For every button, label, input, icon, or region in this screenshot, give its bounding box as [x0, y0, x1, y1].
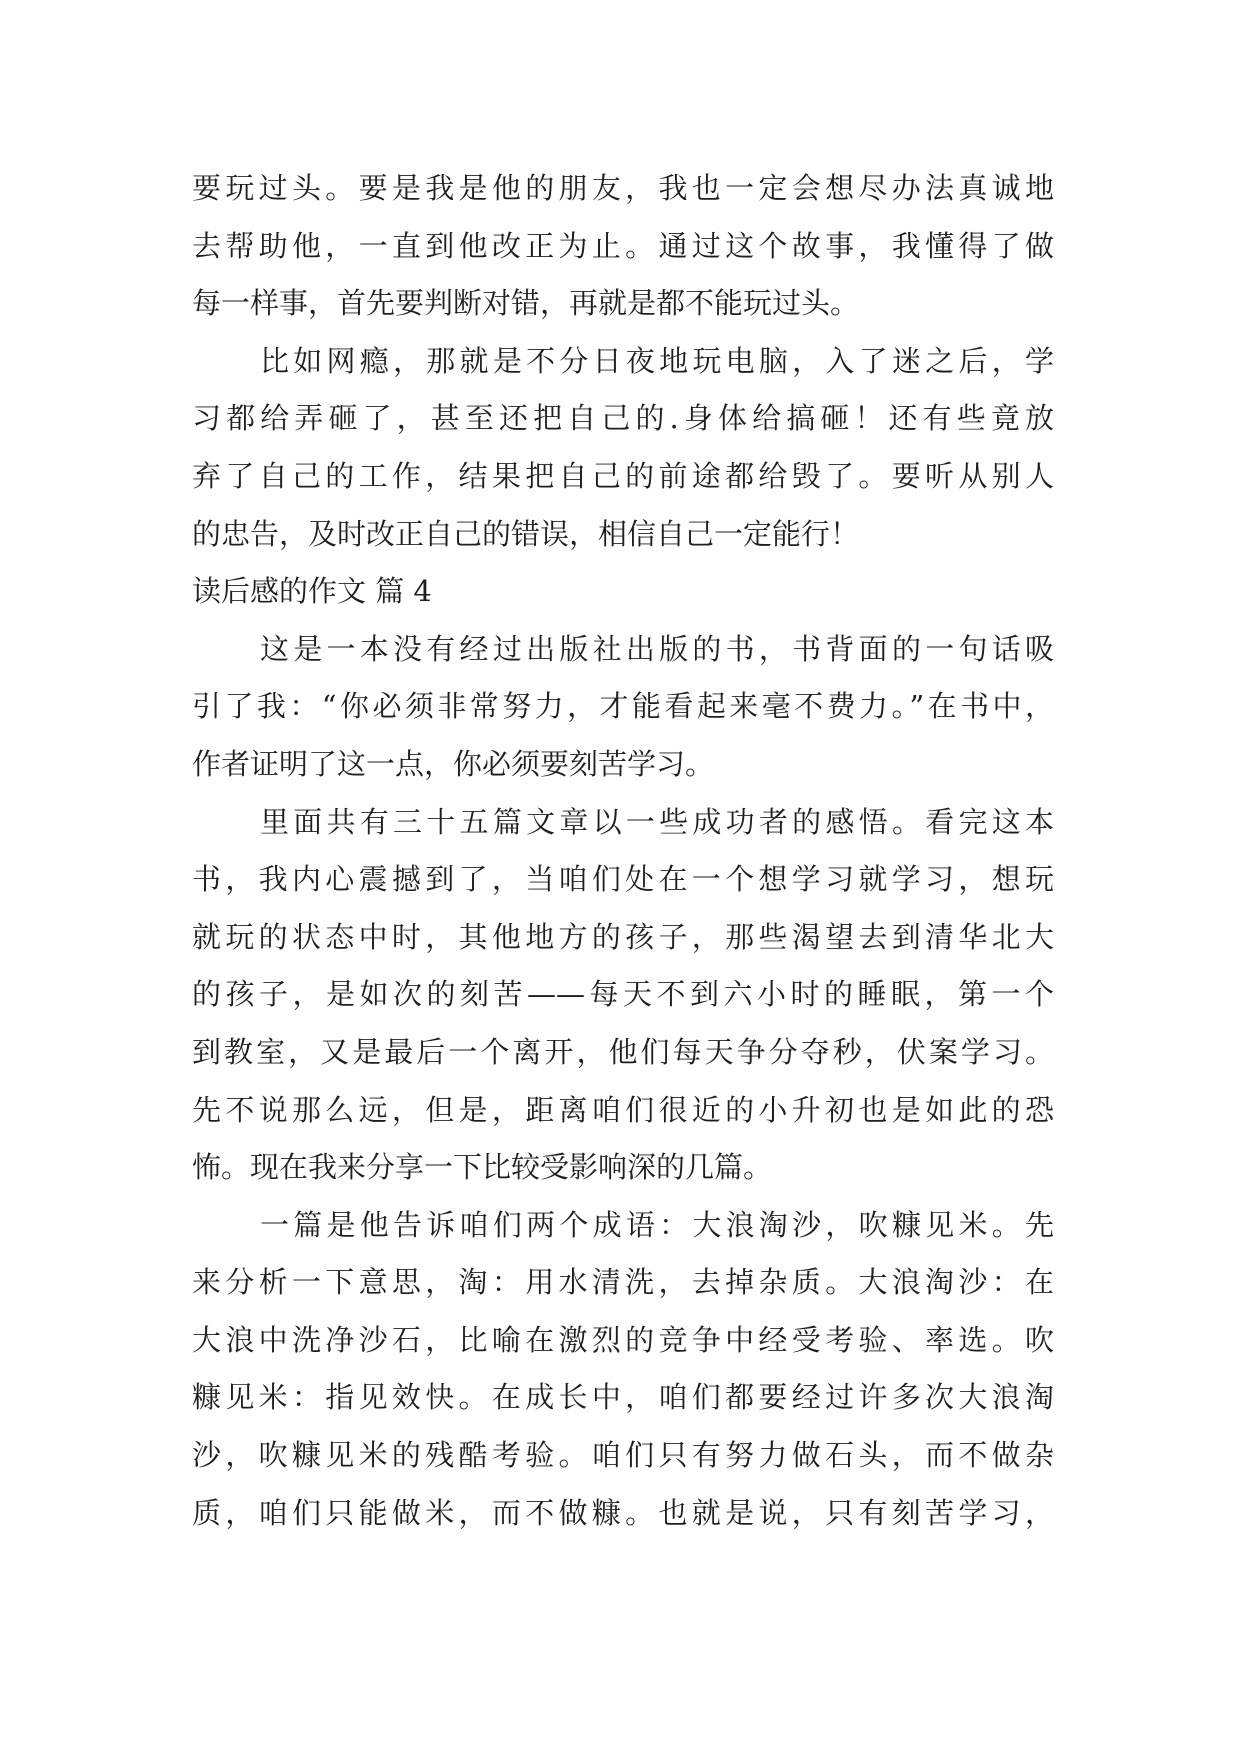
document-body	[192, 160, 1054, 1542]
text-line: 比如网瘾，那就是不分日夜地玩电脑，入了迷之后，学	[260, 343, 1054, 378]
text-line: 的忠告，及时改正自己的错误，相信自己一定能行！	[192, 516, 860, 551]
text-line: 怖。现在我来分享一下比较受影响深的几篇。	[192, 1150, 773, 1185]
section-heading: 读后感的作文 篇 4	[192, 574, 432, 609]
text-line: 质，咱们只能做米，而不做糠。也就是说，只有刻苦学习，	[192, 1495, 1054, 1530]
text-line: 这是一本没有经过出版社出版的书，书背面的一句话吸	[260, 631, 1054, 666]
text-line: 书，我内心震撼到了，当咱们处在一个想学习就学习，想玩	[192, 862, 1054, 897]
text-line: 糠见米：指见效快。在成长中，咱们都要经过许多次大浪淘	[192, 1380, 1054, 1415]
text-line: 去帮助他，一直到他改正为止。通过这个故事，我懂得了做	[192, 228, 1054, 263]
text-line: 先不说那么远，但是，距离咱们很近的小升初也是如此的恐	[192, 1092, 1054, 1127]
text-line: 大浪中洗净沙石，比喻在激烈的竞争中经受考验、率选。吹	[192, 1322, 1054, 1357]
text-line: 的孩子，是如次的刻苦——每天不到六小时的睡眠，第一个	[192, 977, 1054, 1012]
text-line: 就玩的状态中时，其他地方的孩子，那些渴望去到清华北大	[192, 919, 1054, 954]
text-line: 里面共有三十五篇文章以一些成功者的感悟。看完这本	[260, 804, 1054, 839]
text-line: 到教室，又是最后一个离开，他们每天争分夺秒，伏案学习。	[192, 1034, 1054, 1069]
text-line: 要玩过头。要是我是他的朋友，我也一定会想尽办法真诚地	[192, 171, 1054, 205]
text-line: 作者证明了这一点，你必须要刻苦学习。	[192, 746, 715, 781]
text-line: 习都给弄砸了，甚至还把自己的.身体给搞砸！还有些竟放	[192, 401, 1054, 436]
text-line: 一篇是他告诉咱们两个成语：大浪淘沙，吹糠见米。先	[260, 1207, 1054, 1242]
text-line: 每一样事，首先要判断对错，再就是都不能玩过头。	[192, 286, 860, 321]
text-line: 沙，吹糠见米的残酷考验。咱们只有努力做石头，而不做杂	[192, 1438, 1054, 1473]
text-line: 引了我：“你必须非常努力，才能看起来毫不费力。”在书中，	[192, 689, 1054, 724]
text-line: 来分析一下意思，淘：用水清洗，去掉杂质。大浪淘沙：在	[192, 1265, 1054, 1300]
text-line: 弃了自己的工作，结果把自己的前途都给毁了。要听从别人	[192, 458, 1054, 493]
